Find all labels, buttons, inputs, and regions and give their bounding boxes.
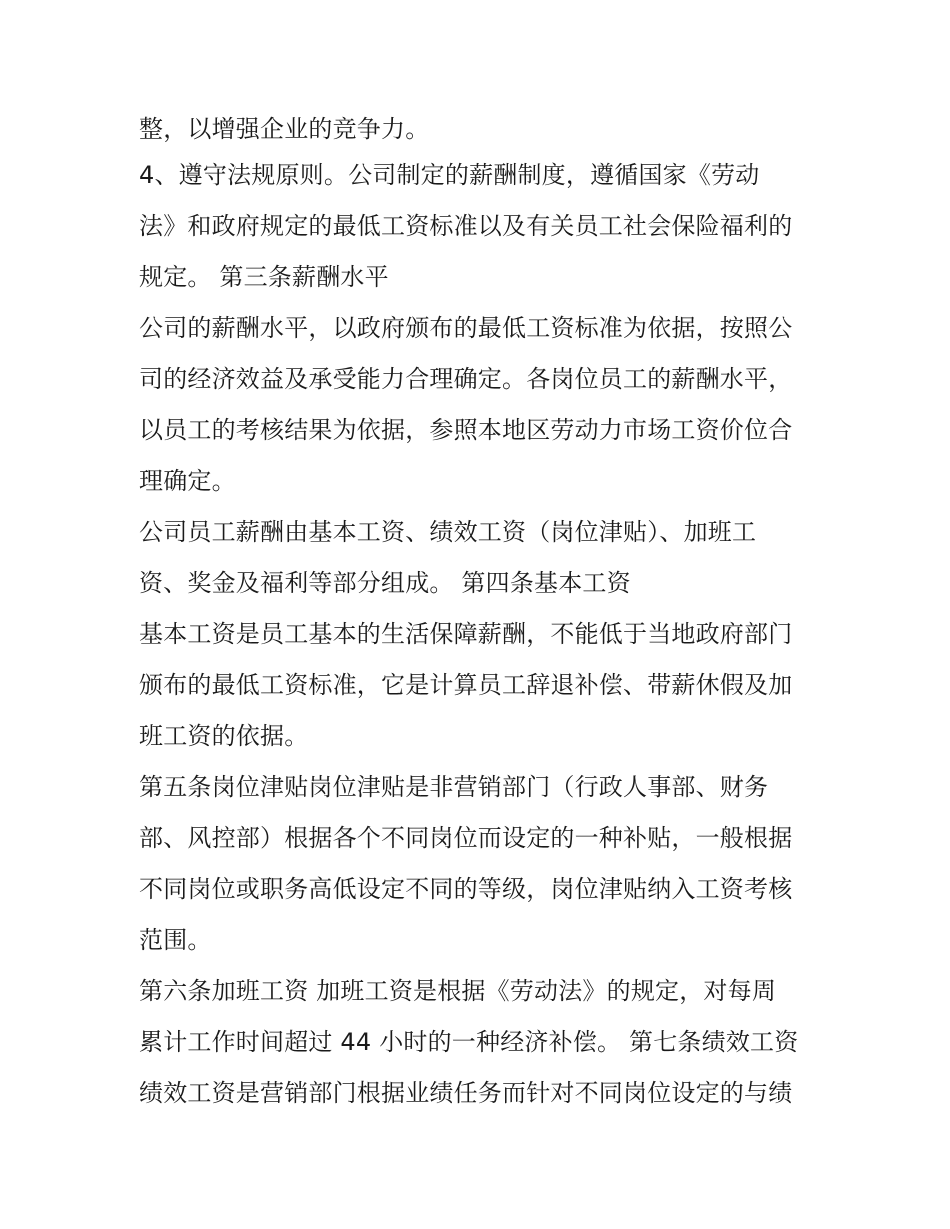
text-line: 司的经济效益及承受能力合理确定。各岗位员工的薪酬水平， [139, 365, 793, 393]
text-line: 绩效工资是营销部门根据业绩任务而针对不同岗位设定的与绩 [139, 1079, 793, 1107]
text-line: 不同岗位或职务高低设定不同的等级，岗位津贴纳入工资考核 [139, 875, 793, 903]
text-line: 累计工作时间超过 44 小时的一种经济补偿。 第七条绩效工资 [139, 1028, 799, 1056]
text-line: 4、遵守法规原则。公司制定的薪酬制度，遵循国家《劳动 [139, 161, 760, 189]
text-line: 颁布的最低工资标准，它是计算员工辞退补偿、带薪休假及加 [139, 671, 793, 699]
text-line: 班工资的依据。 [139, 722, 309, 750]
text-line: 以员工的考核结果为依据，参照本地区劳动力市场工资价位合 [139, 416, 793, 444]
text-line: 公司员工薪酬由基本工资、绩效工资（岗位津贴）、加班工 [139, 518, 757, 546]
text-line: 基本工资是员工基本的生活保障薪酬，不能低于当地政府部门 [139, 620, 793, 648]
document-body [139, 110, 819, 1125]
text-line: 范围。 [139, 926, 212, 954]
text-line: 整，以增强企业的竞争力。 [139, 115, 430, 143]
text-line: 部、风控部）根据各个不同岗位而设定的一种补贴，一般根据 [139, 824, 793, 852]
text-line: 公司的薪酬水平，以政府颁布的最低工资标准为依据，按照公 [139, 314, 793, 342]
text-line: 第六条加班工资 加班工资是根据《劳动法》的规定，对每周 [139, 977, 777, 1005]
text-line: 理确定。 [139, 467, 236, 495]
text-line: 第五条岗位津贴岗位津贴是非营销部门（行政人事部、财务 [139, 773, 769, 801]
text-line: 资、奖金及福利等部分组成。 第四条基本工资 [139, 569, 631, 597]
text-line: 法》和政府规定的最低工资标准以及有关员工社会保险福利的 [139, 212, 793, 240]
text-line: 规定。 第三条薪酬水平 [139, 263, 389, 291]
